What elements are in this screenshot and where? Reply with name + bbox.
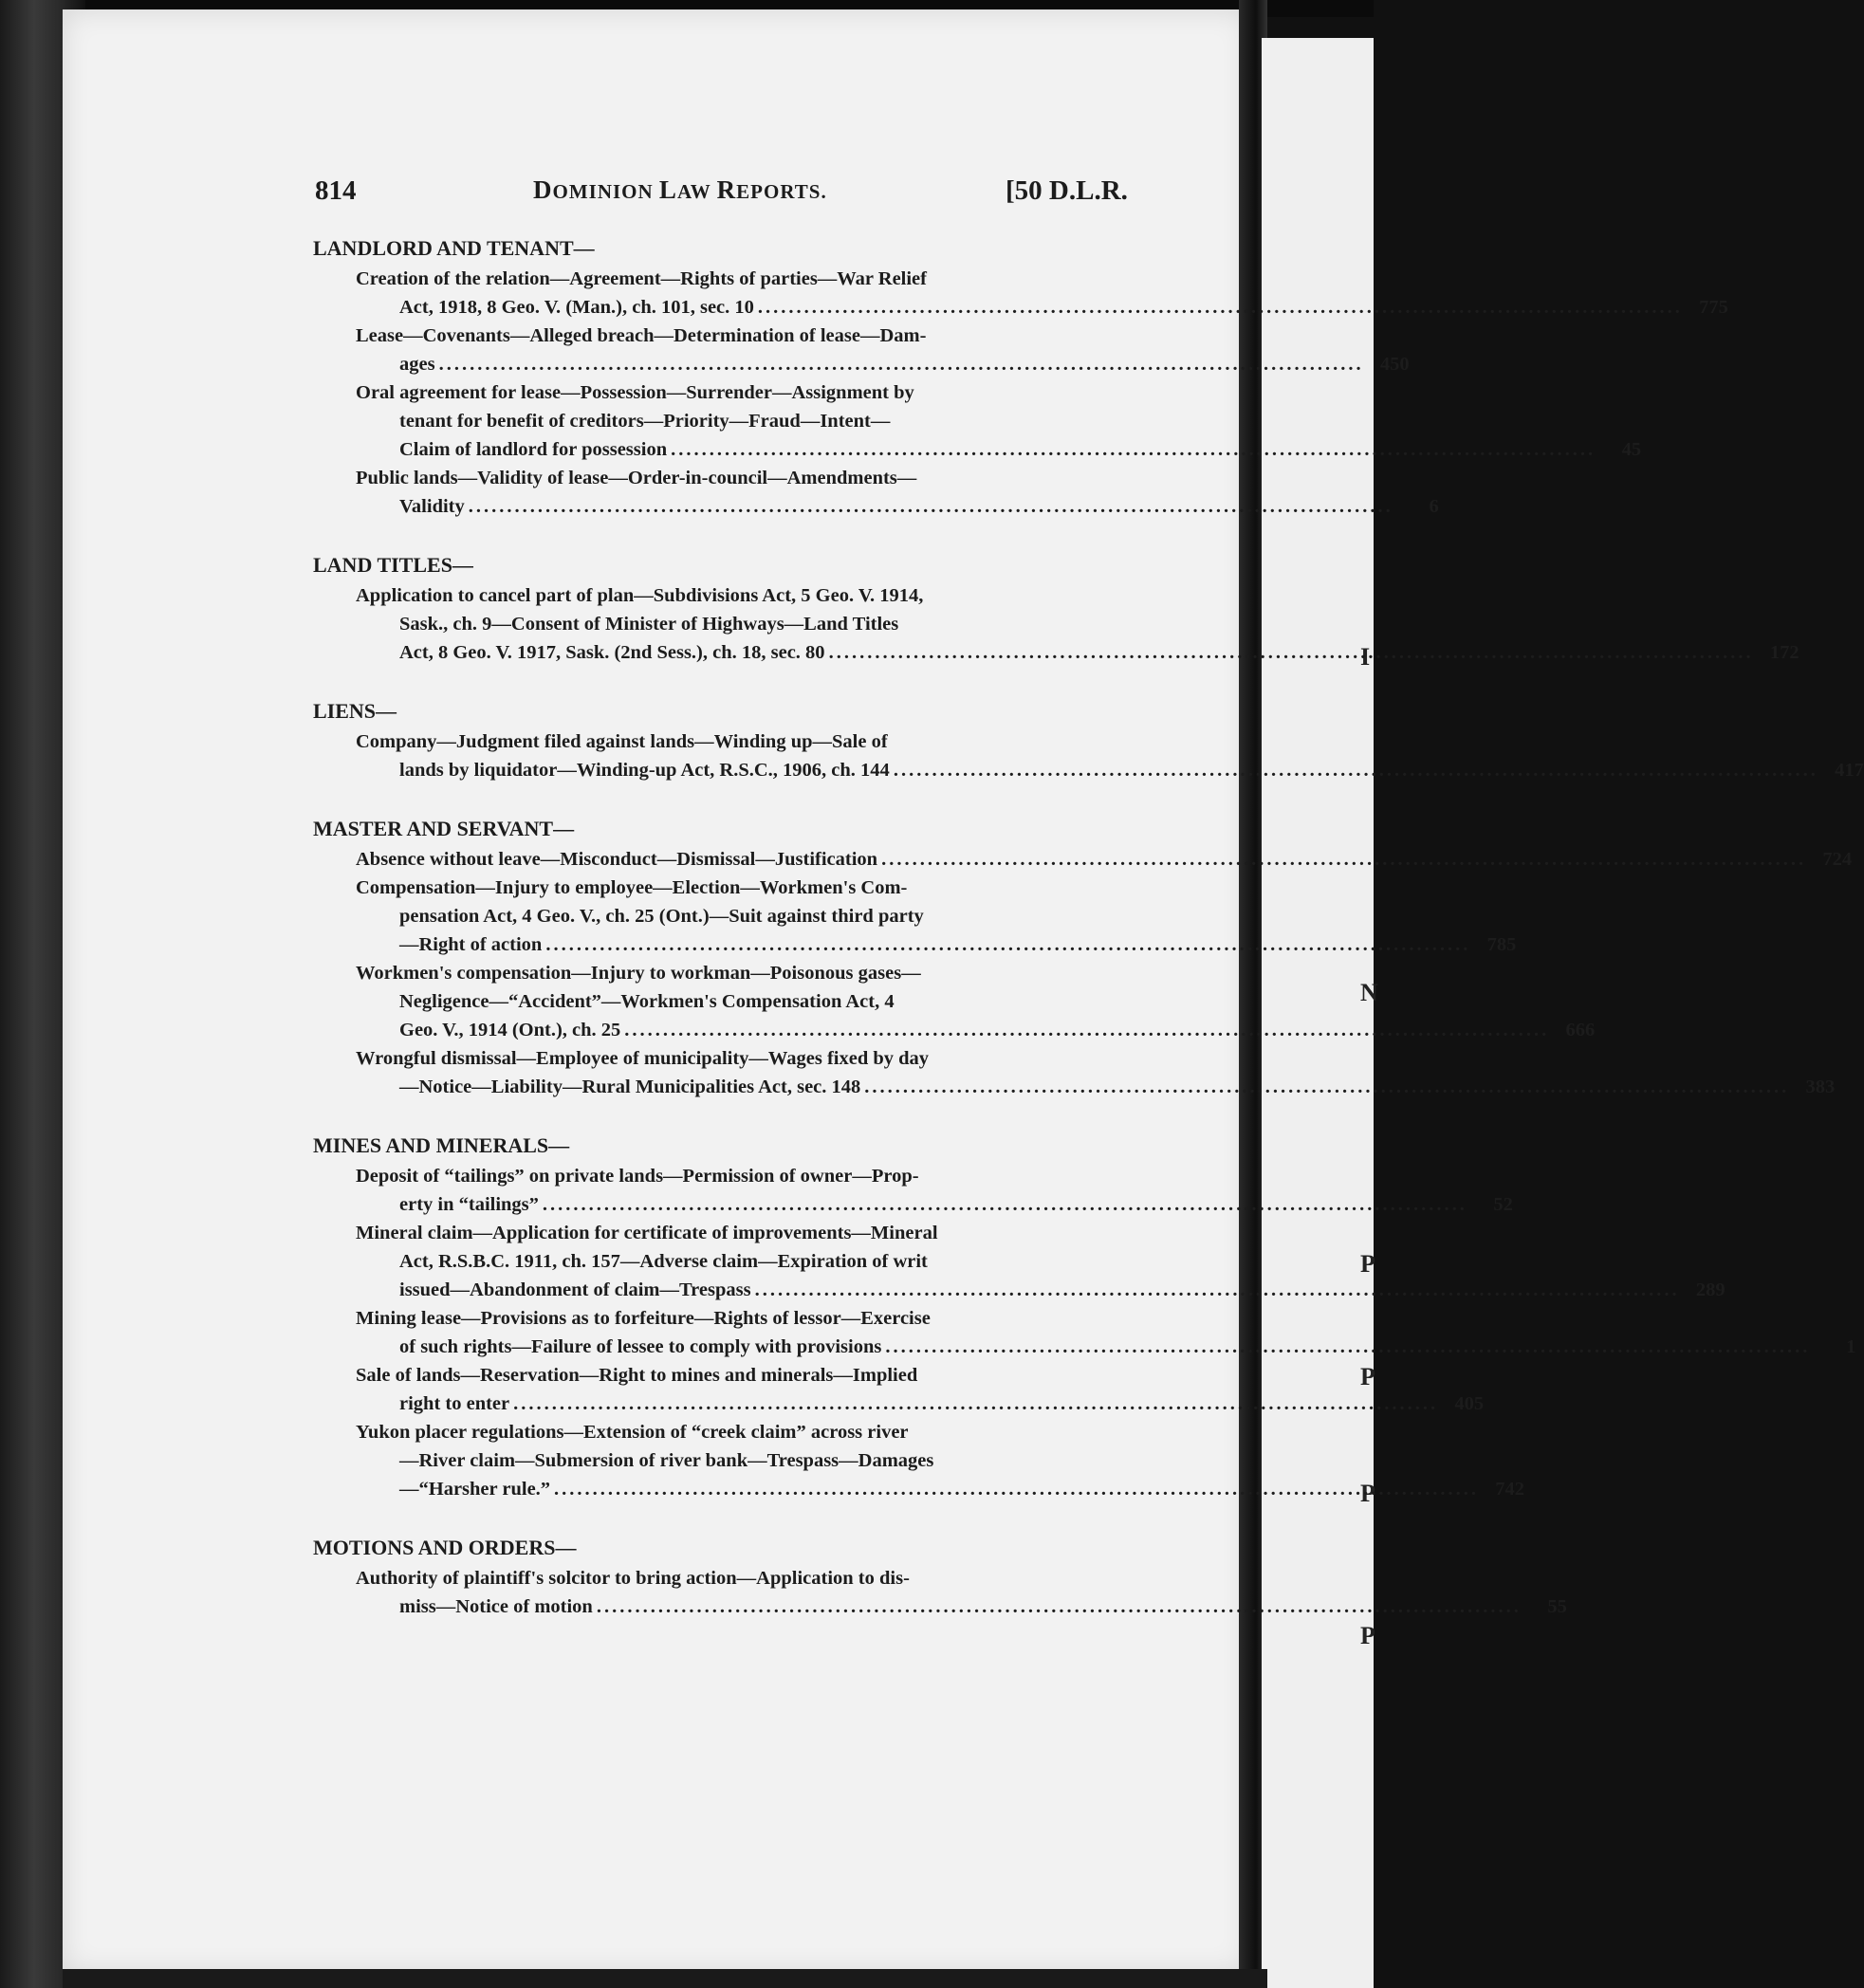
index-entry [356, 959, 1596, 1044]
entry-line: tenant for benefit of creditors—Priority—Fraud—Intent— [399, 411, 891, 432]
entry-line: Yukon placer regulations—Extension of “creek claim” across river [356, 1422, 909, 1443]
entry-final-line [356, 1016, 1596, 1044]
entry-line: Validity [399, 496, 465, 517]
entry-line: Workmen's compensation—Injury to workman—Poisonous gases— [356, 963, 921, 984]
entry-line: of such rights—Failure of lessee to comply with provisions [399, 1336, 882, 1357]
entry-final-line [356, 1190, 1513, 1219]
entry-line: Claim of landlord for possession [399, 439, 668, 460]
dot-leader [894, 756, 1818, 784]
entry-line: ages [399, 354, 435, 375]
entry-line: Lease—Covenants—Alleged breach—Determination of lease—Dam- [356, 325, 927, 346]
entry-final-line [356, 435, 1642, 464]
page-reference: 172 [1769, 642, 1799, 663]
page-number: 814 [315, 175, 357, 206]
entry-line: Compensation—Injury to employee—Election—Workmen's Com- [356, 877, 908, 898]
page-reference: 45 [1621, 439, 1642, 460]
entry-line: —River claim—Submersion of river bank—Trespass—Damages [399, 1450, 934, 1471]
entry-final-line [356, 1073, 1836, 1101]
journal-title: DOMINION LAW REPORTS. [533, 175, 827, 204]
index-section [285, 817, 1853, 1101]
index-sections [285, 236, 1864, 1621]
index-entry [356, 874, 1517, 959]
entry-line: Deposit of “tailings” on private lands—Permission of owner—Prop- [356, 1166, 919, 1187]
dot-leader [755, 1276, 1680, 1304]
entry-line: —Right of action [399, 934, 543, 955]
entry-line: erty in “tailings” [399, 1194, 539, 1215]
entry-final-line [356, 1592, 1567, 1621]
page-reference: 383 [1805, 1077, 1836, 1097]
entry-line: Act, 8 Geo. V. 1917, Sask. (2nd Sess.), ch. 18, sec. 80 [399, 642, 825, 663]
dot-leader [513, 1390, 1438, 1418]
index-entry [356, 1564, 1567, 1621]
entry-line: —“Harsher rule.” [399, 1479, 551, 1500]
index-entry [356, 727, 1864, 784]
entry-final-line [356, 845, 1853, 874]
section-heading: MASTER AND SERVANT— [313, 817, 575, 840]
entry-line: Absence without leave—Misconduct—Dismissal—Justification [356, 849, 878, 870]
index-section [285, 1133, 1856, 1503]
entry-line: Application to cancel part of plan—Subdivisions Act, 5 Geo. V. 1914, [356, 585, 924, 606]
entry-line: Act, 1918, 8 Geo. V. (Man.), ch. 101, sec. 10 [399, 297, 754, 318]
index-section [285, 236, 1728, 521]
dot-leader [881, 845, 1806, 874]
entry-line: lands by liquidator—Winding-up Act, R.S.C., 1906, ch. 144 [399, 760, 890, 781]
scan-bottom-edge [63, 1969, 1267, 1988]
page-reference: 785 [1486, 934, 1517, 955]
entry-line: Mining lease—Provisions as to forfeiture—Rights of lessor—Exercise [356, 1308, 931, 1329]
index-entry [356, 1418, 1525, 1503]
dot-leader [545, 930, 1470, 959]
facing-page [1262, 38, 1374, 1988]
index-section [285, 553, 1799, 667]
facing-page-letter: P [1360, 1622, 1375, 1649]
entry-line: miss—Notice of motion [399, 1596, 593, 1617]
entry-line: Sale of lands—Reservation—Right to mines and minerals—Implied [356, 1365, 918, 1386]
section-heading: MOTIONS AND ORDERS— [313, 1536, 577, 1559]
index-content [285, 175, 1864, 1653]
entry-line: Act, R.S.B.C. 1911, ch. 157—Adverse claim—Expiration of writ [399, 1251, 928, 1272]
volume-reference: [50 D.L.R. [1006, 175, 1128, 206]
entry-line: Geo. V., 1914 (Ont.), ch. 25 [399, 1020, 621, 1040]
section-heading: MINES AND MINERALS— [313, 1133, 570, 1157]
entry-line: —Notice—Liability—Rural Municipalities Act, sec. 148 [399, 1077, 861, 1097]
entry-line: Sask., ch. 9—Consent of Minister of Highways—Land Titles [399, 614, 899, 635]
dot-leader [554, 1475, 1479, 1503]
entry-line: Mineral claim—Application for certificate of improvements—Mineral [356, 1223, 938, 1243]
index-entry [356, 845, 1853, 874]
entry-line: Public lands—Validity of lease—Order-in-council—Amendments— [356, 468, 917, 488]
facing-page-letter: P [1360, 1250, 1375, 1278]
index-section [285, 1536, 1567, 1621]
entry-line: Authority of plaintiff's solcitor to bring action—Application to dis- [356, 1568, 910, 1589]
facing-page-letter: P [1360, 1363, 1375, 1390]
index-entry [356, 1361, 1485, 1418]
dot-leader [864, 1073, 1789, 1101]
entry-final-line [356, 1276, 1726, 1304]
index-entry [356, 265, 1728, 322]
page-reference: 289 [1695, 1279, 1726, 1300]
entry-final-line [356, 350, 1410, 378]
entry-line: issued—Abandonment of claim—Trespass [399, 1279, 751, 1300]
dot-leader [597, 1592, 1522, 1621]
facing-page-letter: N [1360, 979, 1378, 1006]
dot-leader [543, 1190, 1467, 1219]
page-reference: 666 [1565, 1020, 1596, 1040]
index-entry [356, 1219, 1726, 1304]
index-entry [356, 322, 1410, 378]
entry-line: pensation Act, 4 Geo. V., ch. 25 (Ont.)—Suit against third party [399, 906, 924, 927]
entry-final-line [356, 1333, 1856, 1361]
entry-final-line [356, 1390, 1485, 1418]
page-reference: 6 [1429, 496, 1439, 517]
dot-leader [671, 435, 1596, 464]
dot-leader [624, 1016, 1549, 1044]
page-reference: 450 [1379, 354, 1410, 375]
entry-final-line [356, 756, 1864, 784]
entry-final-line [356, 492, 1439, 521]
page-reference: 55 [1547, 1596, 1567, 1617]
entry-final-line [356, 293, 1728, 322]
entry-line: Oral agreement for lease—Possession—Surrender—Assignment by [356, 382, 914, 403]
index-entry [356, 464, 1439, 521]
entry-line: Wrongful dismissal—Employee of municipality—Wages fixed by day [356, 1048, 930, 1069]
facing-page-letter: P [1360, 1480, 1375, 1507]
entry-final-line [356, 1475, 1525, 1503]
running-head [285, 175, 1138, 223]
entry-line: right to enter [399, 1393, 510, 1414]
page-reference: 417 [1835, 760, 1864, 781]
entry-final-line [356, 638, 1799, 667]
entry-final-line [356, 930, 1517, 959]
index-entry [356, 1304, 1856, 1361]
section-heading: LIENS— [313, 699, 397, 723]
page-reference: 775 [1699, 297, 1728, 318]
dot-leader [469, 492, 1393, 521]
dot-leader [439, 350, 1364, 378]
dot-leader [829, 638, 1754, 667]
index-entry [356, 1044, 1836, 1101]
page-reference: 1 [1846, 1336, 1856, 1357]
entry-line: Company—Judgment filed against lands—Winding up—Sale of [356, 731, 888, 752]
section-heading: LAND TITLES— [313, 553, 473, 577]
facing-page-letter: I [1360, 643, 1371, 671]
page-reference: 724 [1822, 849, 1853, 870]
index-entry [356, 378, 1642, 464]
section-heading: LANDLORD AND TENANT— [313, 236, 595, 260]
entry-line: Negligence—“Accident”—Workmen's Compensation Act, 4 [399, 991, 895, 1012]
entry-line: Creation of the relation—Agreement—Rights of parties—War Relief [356, 268, 927, 289]
page-reference: 742 [1495, 1479, 1525, 1500]
page-reference: 52 [1493, 1194, 1513, 1215]
page-reference: 405 [1454, 1393, 1485, 1414]
index-section [285, 699, 1864, 784]
index-entry [356, 581, 1799, 667]
dot-leader [758, 293, 1683, 322]
dot-leader [885, 1333, 1810, 1361]
index-entry [356, 1162, 1513, 1219]
